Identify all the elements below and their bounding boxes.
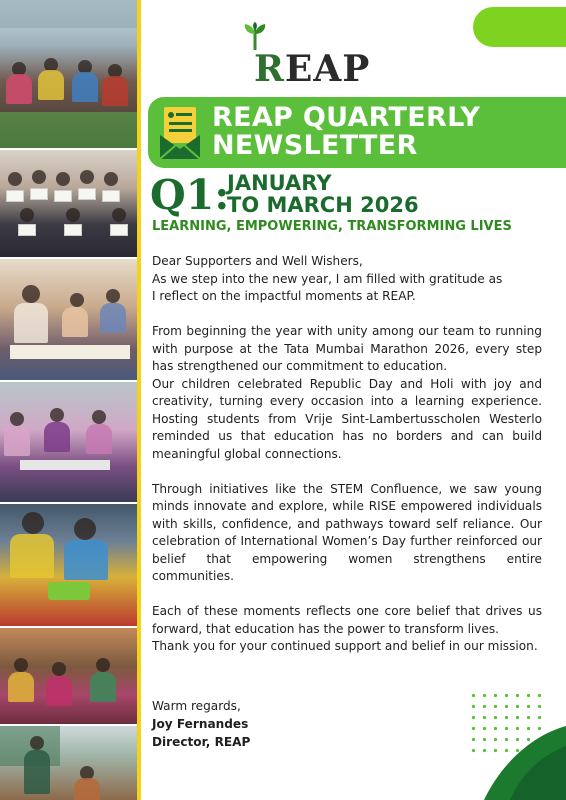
community-gathering-photo	[0, 628, 137, 724]
logo-letters-eap: EAP	[284, 48, 371, 90]
quarter-dates	[227, 172, 419, 216]
newsletter-title-line2: NEWSLETTER	[212, 130, 418, 161]
signature-title: Director, REAP	[152, 735, 251, 749]
corner-decoration-bottom	[470, 726, 566, 800]
signature-name: Joy Fernandes	[152, 717, 249, 731]
students-group-activity-photo	[0, 382, 137, 502]
letter-greeting: Dear Supporters and Well Wishers,	[152, 254, 363, 268]
students-holding-signs-photo	[0, 150, 137, 257]
letter-intro-line1: As we step into the new year, I am filled with gratitude as	[152, 271, 503, 286]
letter-paragraph-5: Thank you for your continued support and belief in our mission.	[152, 639, 538, 653]
letter-intro-line2: I reflect on the impactful moments at REAP.	[152, 289, 416, 303]
classroom-photo	[0, 0, 137, 148]
letter-paragraph-2: Our children celebrated Republic Day and Holi with joy and creativity, turning every occasion into a learning experience. Hosting students from Vrije Sint-Lambertusscholen Westerlo reminded us that education has no borders and can build meaningful global connections.	[152, 376, 542, 461]
tagline: LEARNING, EMPOWERING, TRANSFORMING LIVES	[152, 219, 512, 234]
logo-letter-r: R	[254, 48, 285, 90]
quarter-dates-line1: JANUARY	[227, 171, 332, 195]
signature-block	[152, 697, 250, 751]
boys-robotics-project-photo	[0, 504, 137, 626]
reap-logo	[232, 22, 382, 90]
letter-paragraph-3: Through initiatives like the STEM Confluence, we saw young minds innovate and explore, while RISE empowered individuals with skills, confidence, and pathways toward self reliance. Our celebration of International Women’s Day further reinforced our belief that empowering women strengthens entire communities.	[152, 481, 542, 583]
corner-decoration-top	[473, 7, 566, 47]
photo-strip	[0, 0, 137, 800]
quarter-dates-line2: TO MARCH 2026	[227, 193, 419, 217]
accent-divider	[137, 0, 141, 800]
newsletter-title-line1: REAP QUARTERLY	[212, 102, 481, 133]
teacher-classroom-photo	[0, 726, 137, 800]
signature-closing: Warm regards,	[152, 699, 241, 713]
quarter-label: Q1:	[150, 171, 230, 219]
newsletter-envelope-icon	[158, 105, 202, 161]
letter-body	[152, 253, 542, 673]
logo-wordmark	[254, 48, 370, 90]
newsletter-title	[212, 104, 480, 160]
letter-paragraph-4: Each of these moments reflects one core belief that drives us forward, that education has the power to transform lives.	[152, 604, 542, 636]
girls-reading-photo	[0, 259, 137, 380]
letter-paragraph-1: From beginning the year with unity among our team to running with purpose at the Tata Mumbai Marathon 2026, every step has strengthened our commitment to education.	[152, 324, 542, 373]
